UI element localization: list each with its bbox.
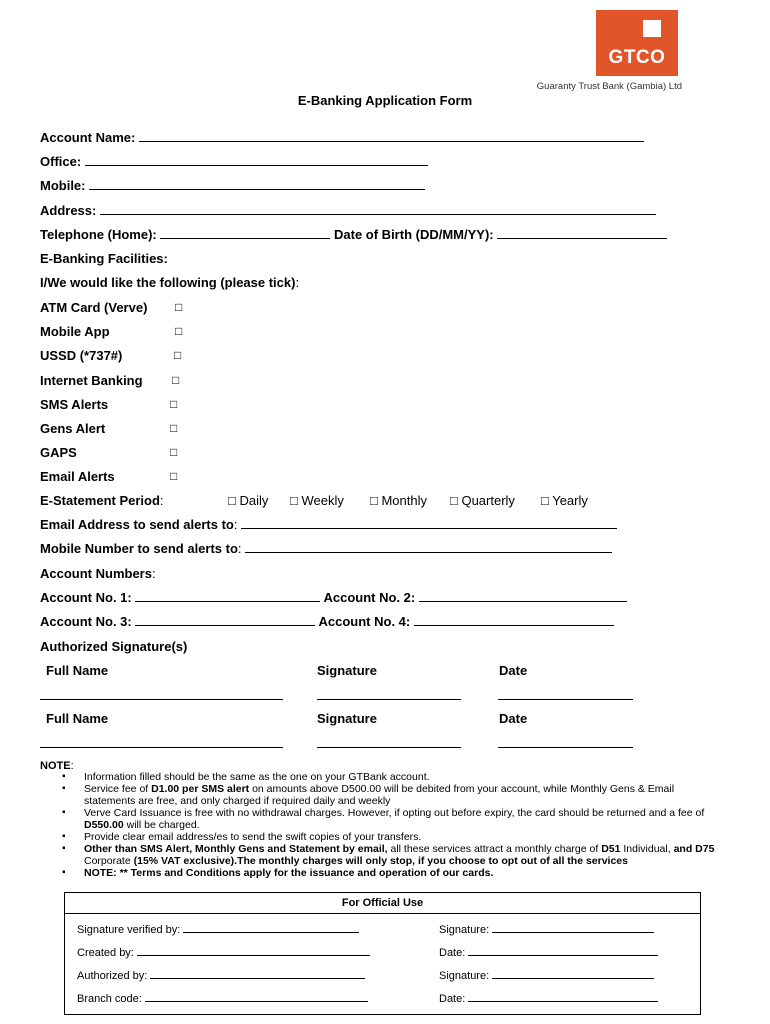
checkbox-mobile-app[interactable]: □ <box>175 324 183 338</box>
address-row <box>40 203 656 218</box>
signature-line-2[interactable] <box>317 747 461 748</box>
full-name-header-1: Full Name <box>46 663 109 678</box>
account-no-row-1 <box>40 590 627 605</box>
account-no-1-label: Account No. 1: <box>40 590 132 605</box>
date-of-birth-label: Date of Birth (DD/MM/YY): <box>334 227 494 242</box>
official-signature-row-2 <box>439 969 654 982</box>
address-label: Address: <box>40 203 97 218</box>
official-date-label-2: Date: <box>439 993 466 1005</box>
account-numbers-colon: : <box>151 566 156 581</box>
official-date-row-1 <box>439 946 658 959</box>
facility-mobile-app: Mobile App <box>40 324 110 339</box>
signature-header-2: Signature <box>317 711 377 726</box>
facility-gaps: GAPS <box>40 445 77 460</box>
checkbox-internet-banking[interactable]: □ <box>172 373 180 387</box>
bank-name: Guaranty Trust Bank (Gambia) Ltd <box>536 81 682 92</box>
official-date-label-1: Date: <box>439 947 466 959</box>
note-item: ▪ Other than SMS Alert, Monthly Gens and Statement by email, all these services attract a monthly charge of D51 Individual, and D75 Corporate (15% VAT exclusive).The monthly charges will only stop, if you choose to opt out of all the services <box>62 843 722 867</box>
full-name-line-1[interactable] <box>40 699 283 700</box>
branch-code-row <box>77 992 368 1005</box>
mobile-alerts-colon: : <box>237 541 242 556</box>
tick-instruction-colon: : <box>295 275 300 290</box>
option-monthly[interactable]: □ Monthly <box>370 493 427 508</box>
authorized-by-row <box>77 969 365 982</box>
note-item: ▪ NOTE: ** Terms and Conditions apply for the issuance and operation of our cards. <box>62 867 722 879</box>
official-signature-field-1[interactable] <box>492 923 654 933</box>
account-no-3-label: Account No. 3: <box>40 614 132 629</box>
facility-gens-alert: Gens Alert <box>40 421 106 436</box>
account-no-4-label: Account No. 4: <box>318 614 411 629</box>
full-name-header-2: Full Name <box>46 711 109 726</box>
account-name-field[interactable] <box>139 130 644 142</box>
email-alerts-colon: : <box>233 517 238 532</box>
option-weekly[interactable]: □ Weekly <box>290 493 344 508</box>
tick-instruction: I/We would like the following (please tick) <box>40 275 296 290</box>
gtco-logo <box>596 10 678 76</box>
telephone-home-field[interactable] <box>160 227 330 239</box>
account-no-2-label: Account No. 2: <box>323 590 416 605</box>
official-use-title: For Official Use <box>341 897 424 909</box>
note-heading: NOTE <box>40 760 71 772</box>
office-label: Office: <box>40 154 82 169</box>
account-no-4-field[interactable] <box>414 614 614 626</box>
account-no-1-field[interactable] <box>135 590 320 602</box>
created-by-field[interactable] <box>137 946 370 956</box>
official-date-field-1[interactable] <box>468 946 658 956</box>
telephone-dob-row <box>40 227 667 242</box>
checkbox-sms-alerts[interactable]: □ <box>170 397 178 411</box>
note-heading-colon: : <box>70 760 74 772</box>
logo-text: GTCO <box>608 47 666 68</box>
logo-square-icon <box>643 20 661 37</box>
telephone-home-label: Telephone (Home): <box>40 227 157 242</box>
account-name-row <box>40 130 644 145</box>
notes-list <box>62 771 722 879</box>
signature-verified-by-row <box>77 923 359 936</box>
full-name-line-2[interactable] <box>40 747 283 748</box>
option-daily[interactable]: □ Daily <box>228 493 269 508</box>
option-quarterly[interactable]: □ Quarterly <box>450 493 515 508</box>
checkbox-email-alerts[interactable]: □ <box>170 469 178 483</box>
date-header-2: Date <box>499 711 528 726</box>
signature-header-1: Signature <box>317 663 377 678</box>
facility-ussd: USSD (*737#) <box>40 348 123 363</box>
signature-verified-by-field[interactable] <box>183 923 359 933</box>
mobile-alerts-field[interactable] <box>245 541 612 553</box>
signature-verified-by-label: Signature verified by: <box>77 924 181 936</box>
authorized-by-label: Authorized by: <box>77 970 148 982</box>
mobile-field[interactable] <box>89 178 425 190</box>
authorized-signatures-heading: Authorized Signature(s) <box>40 639 188 654</box>
official-signature-row-1 <box>439 923 654 936</box>
form-title: E-Banking Application Form <box>297 93 473 108</box>
email-alerts-label: Email Address to send alerts to <box>40 517 234 532</box>
account-numbers-heading-row <box>40 566 156 581</box>
date-header-1: Date <box>499 663 528 678</box>
official-date-row-2 <box>439 992 658 1005</box>
e-banking-facilities-heading: E-Banking Facilities: <box>40 251 168 266</box>
checkbox-gens-alert[interactable]: □ <box>170 421 178 435</box>
mobile-alerts-label: Mobile Number to send alerts to <box>40 541 238 556</box>
option-yearly[interactable]: □ Yearly <box>541 493 588 508</box>
branch-code-label: Branch code: <box>77 993 142 1005</box>
official-date-field-2[interactable] <box>468 992 658 1002</box>
official-use-box <box>64 892 701 1015</box>
account-name-label: Account Name: <box>40 130 136 145</box>
official-signature-label-2: Signature: <box>439 970 490 982</box>
authorized-by-field[interactable] <box>150 969 365 979</box>
office-row <box>40 154 428 169</box>
note-item: ▪ Service fee of D1.00 per SMS alert on amounts above D500.00 will be debited from your account, while Monthly Gens & Email statements are free, and only charged if required daily and weekly <box>62 783 722 807</box>
address-field[interactable] <box>100 203 656 215</box>
mobile-alerts-row <box>40 541 612 556</box>
date-line-1[interactable] <box>498 699 633 700</box>
checkbox-gaps[interactable]: □ <box>170 445 178 459</box>
official-signature-field-2[interactable] <box>492 969 654 979</box>
email-alerts-row <box>40 517 617 532</box>
date-line-2[interactable] <box>498 747 633 748</box>
e-statement-period-colon: : <box>159 493 164 508</box>
official-use-divider <box>65 913 700 914</box>
account-no-row-2 <box>40 614 614 629</box>
office-field[interactable] <box>85 154 428 166</box>
date-of-birth-field[interactable] <box>497 227 667 239</box>
checkbox-atm-card[interactable]: □ <box>175 300 183 314</box>
note-item: ▪ Information filled should be the same as the one on your GTBank account. <box>62 771 722 783</box>
facility-email-alerts: Email Alerts <box>40 469 115 484</box>
facility-atm-card: ATM Card (Verve) <box>40 300 148 315</box>
created-by-row <box>77 946 370 959</box>
note-item: ▪ Provide clear email address/es to send the swift copies of your transfers. <box>62 831 722 843</box>
official-signature-label-1: Signature: <box>439 924 490 936</box>
created-by-label: Created by: <box>77 947 134 959</box>
e-statement-period-row <box>40 493 164 508</box>
account-numbers-heading: Account Numbers <box>40 566 152 581</box>
branch-code-field[interactable] <box>145 992 368 1002</box>
e-statement-period-label: E-Statement Period <box>40 493 160 508</box>
account-no-3-field[interactable] <box>135 614 315 626</box>
account-no-2-field[interactable] <box>419 590 627 602</box>
mobile-row <box>40 178 425 193</box>
checkbox-ussd[interactable]: □ <box>174 348 182 362</box>
note-item: ▪ Verve Card Issuance is free with no withdrawal charges. However, if opting out before expiry, the card should be returned and a fee of D550.00 will be charged. <box>62 807 722 831</box>
facility-internet-banking: Internet Banking <box>40 373 143 388</box>
signature-line-1[interactable] <box>317 699 461 700</box>
email-alerts-field[interactable] <box>241 517 617 529</box>
facility-sms-alerts: SMS Alerts <box>40 397 109 412</box>
mobile-label: Mobile: <box>40 178 86 193</box>
tick-instruction-row <box>40 275 299 290</box>
